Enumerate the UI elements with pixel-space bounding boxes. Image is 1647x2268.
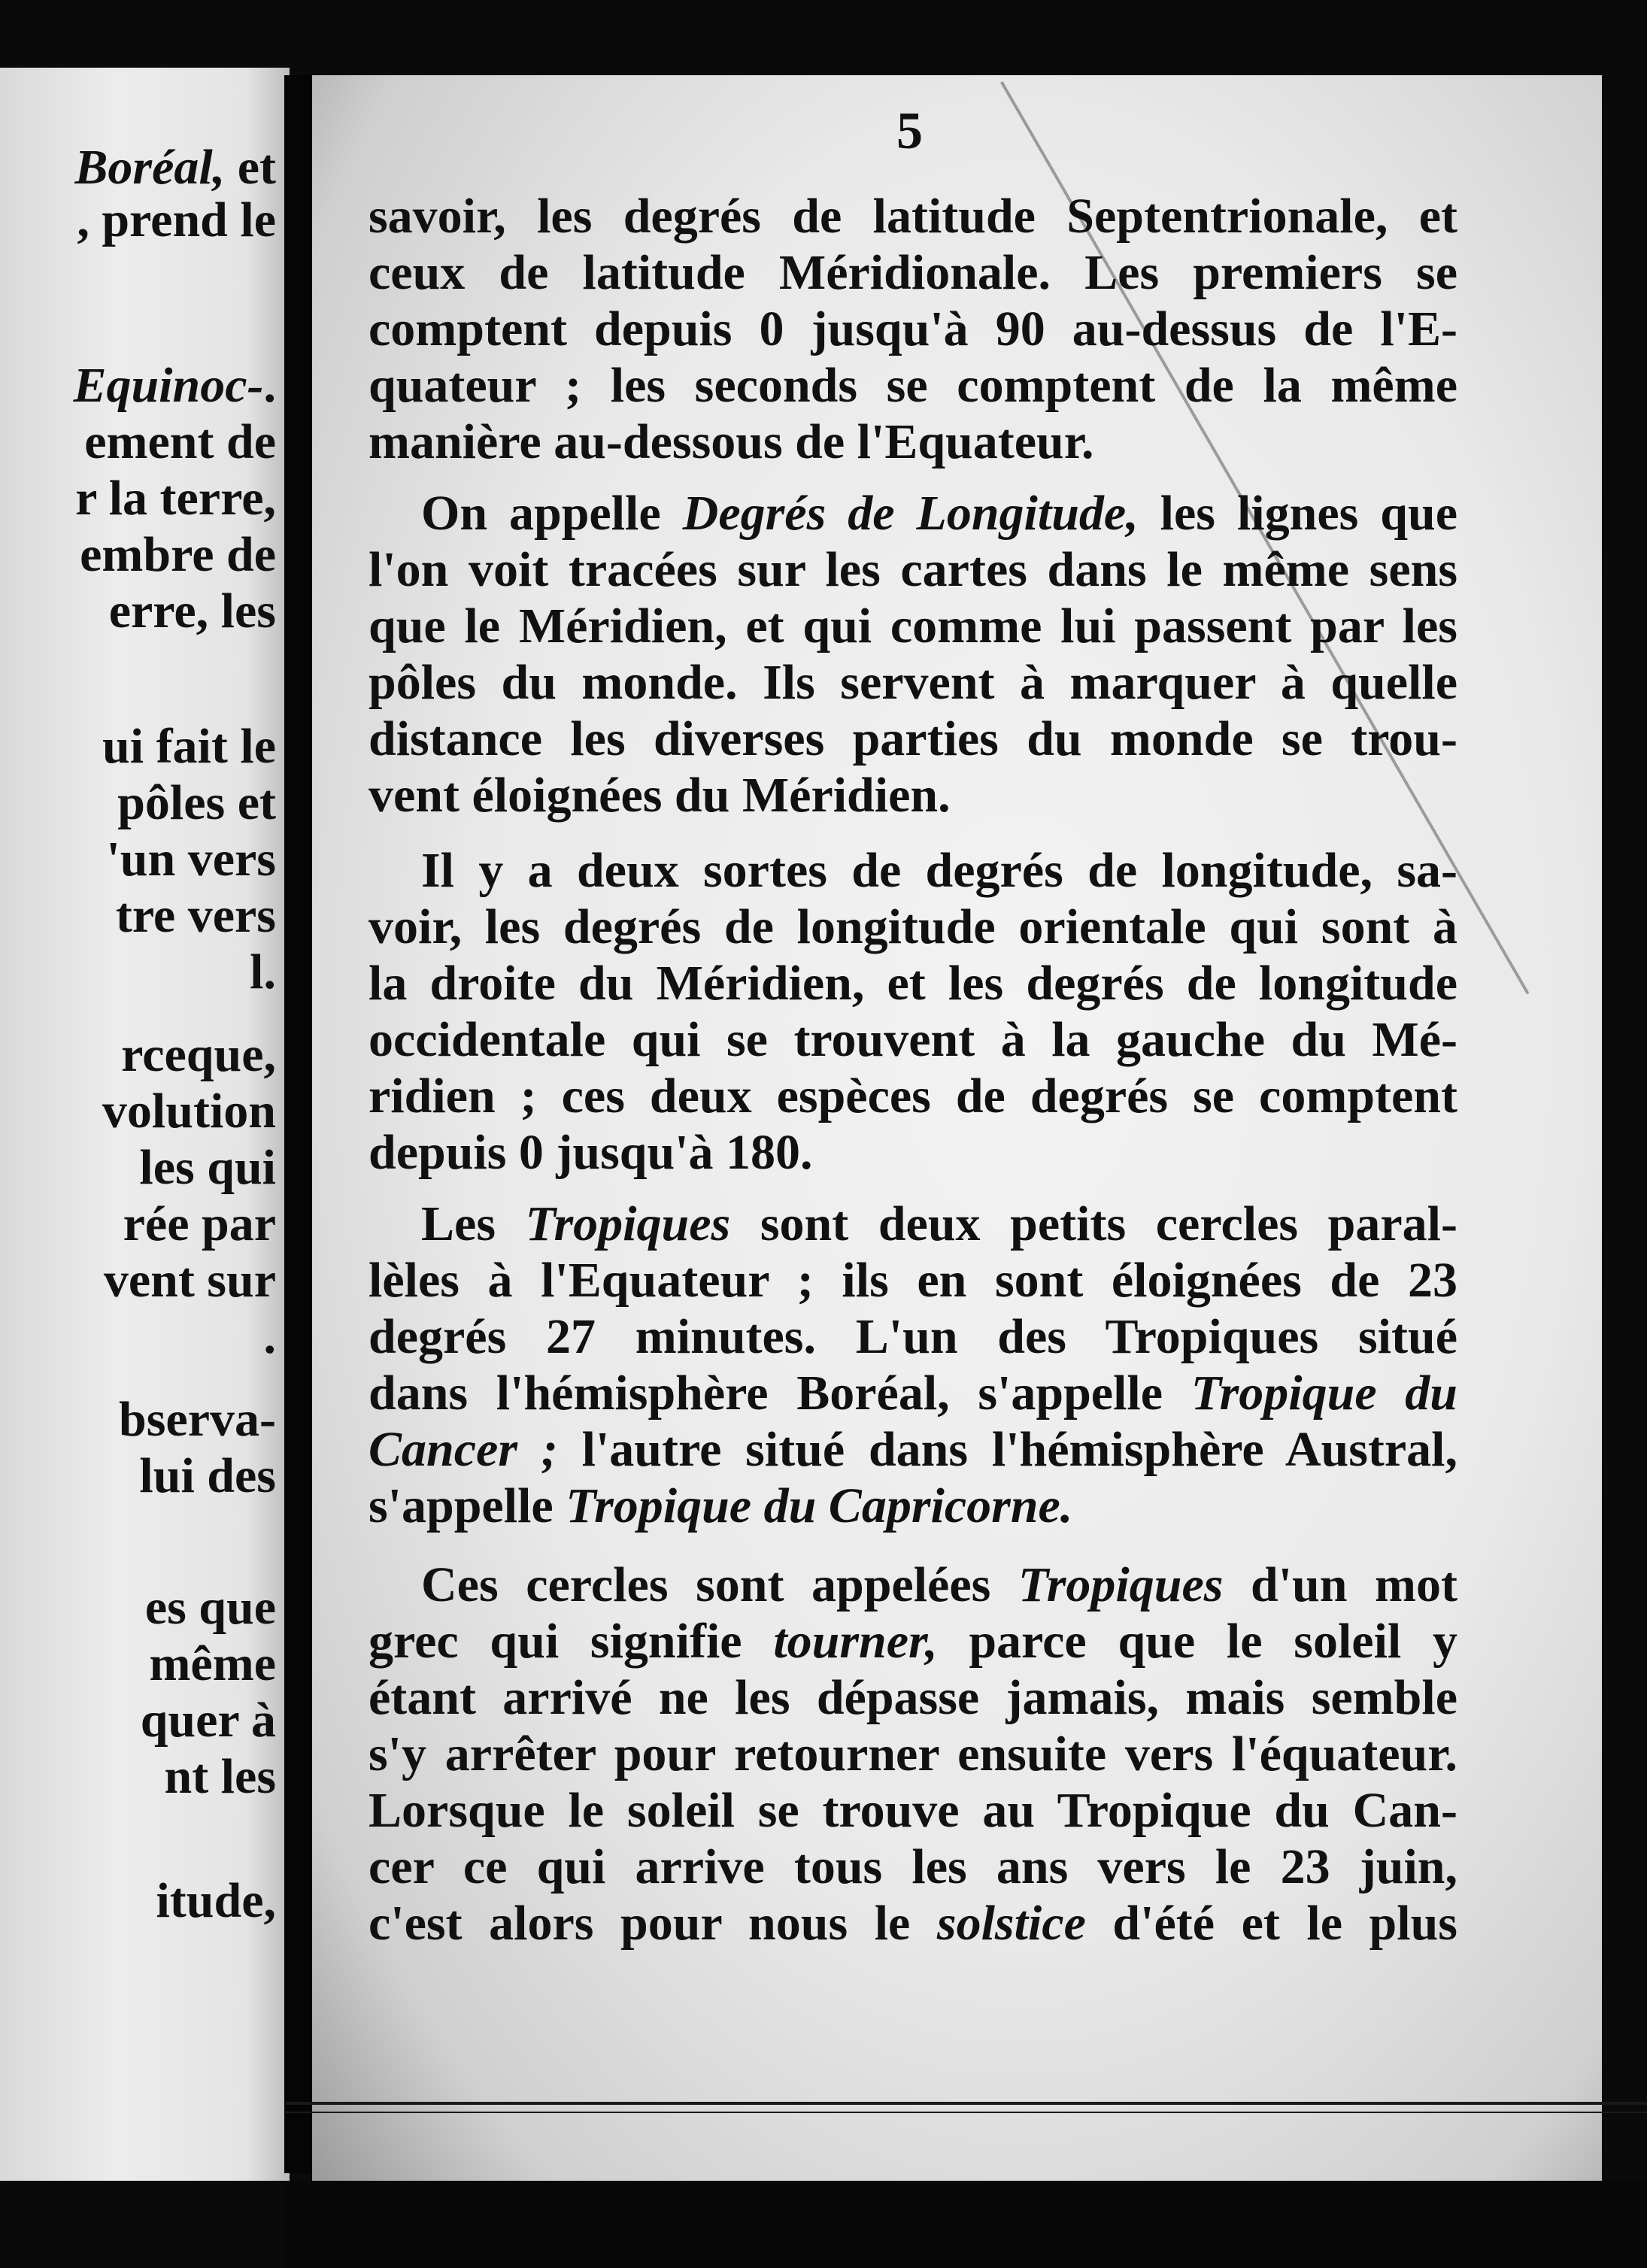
body-text-line (369, 1012, 1457, 1067)
left-page-line (74, 140, 276, 195)
body-text-line (369, 542, 1457, 597)
left-page-line-text: volution (102, 1084, 276, 1139)
text-segment: que le Méridien, et qui comme lui passent par les (369, 599, 1457, 653)
body-text-line (369, 956, 1457, 1011)
body-text-line (369, 655, 1457, 710)
text-segment: distance les diverses parties du monde se trou- (369, 711, 1457, 766)
left-page-line (140, 1693, 276, 1748)
body-text-line (369, 599, 1457, 653)
body-text-line (369, 768, 1457, 823)
left-page-line-text: nt les (164, 1749, 276, 1804)
text-segment: degrés 27 minutes. L'un des Tropiques situé (369, 1309, 1457, 1364)
text-segment: vent éloignées du Méridien. (369, 768, 951, 823)
text-segment: depuis 0 jusqu'à 180. (369, 1125, 813, 1180)
left-page-line (121, 1027, 276, 1082)
left-page-line (263, 1309, 277, 1364)
left-page-line-italic: Boréal, (74, 140, 226, 195)
body-text-line (421, 1196, 1457, 1251)
left-page-line (139, 1448, 276, 1503)
body-text-line (369, 1839, 1457, 1894)
text-segment: d'un mot (1223, 1557, 1457, 1612)
left-page-line-text: itude, (156, 1873, 276, 1928)
italic-term: Tropiques (525, 1196, 731, 1251)
body-text-line (369, 1309, 1457, 1364)
text-segment: s'y arrêter pour retourner ensuite vers l'équateur. (369, 1727, 1457, 1781)
text-segment: lèles à l'Equateur ; ils en sont éloignées de 23 (369, 1253, 1457, 1308)
page-number: 5 (896, 102, 923, 160)
left-page-line (144, 1580, 276, 1635)
body-text-line (369, 302, 1457, 356)
text-segment: Lorsque le soleil se trouve au Tropique du Can- (369, 1783, 1457, 1838)
left-page-line-text: rceque, (121, 1027, 276, 1082)
left-page-line-text: . (263, 358, 276, 413)
left-page-line-text: vent sur (103, 1253, 276, 1308)
text-segment: cer ce qui arrive tous les ans vers le 23 juin, (369, 1839, 1457, 1894)
left-page-line-text: r la terre, (75, 471, 276, 526)
left-page-line (80, 527, 276, 582)
text-segment: dans l'hémisphère Boréal, s'appelle (369, 1366, 1191, 1421)
italic-term: Cancer ; (369, 1422, 558, 1477)
text-segment: pôles du monde. Ils servent à marquer à quelle (369, 655, 1457, 710)
left-page-line (77, 193, 276, 247)
left-page-line-text: . (263, 1309, 276, 1364)
body-text-line (369, 1422, 1457, 1477)
left-page-line-text: es que (144, 1580, 276, 1635)
text-segment: l'on voit tracées sur les cartes dans le même sens (369, 542, 1457, 597)
bottom-rule (286, 2102, 1647, 2105)
left-page-line-text: l. (250, 944, 276, 999)
left-page-line-text: ement de (84, 414, 276, 469)
italic-term: tourner, (773, 1614, 938, 1669)
text-segment: voir, les degrés de longitude orientale qui sont à (369, 899, 1457, 954)
left-page-line-text: quer à (140, 1693, 276, 1748)
left-page-line (108, 584, 276, 638)
text-segment: Il y a deux sortes de degrés de longitude, sa- (421, 843, 1457, 898)
left-page-line-text: et (225, 140, 276, 195)
body-text-line (369, 711, 1457, 766)
left-page-line (164, 1749, 277, 1804)
italic-term: Tropiques (1018, 1557, 1224, 1612)
text-segment: la droite du Méridien, et les degrés de longitude (369, 956, 1457, 1011)
text-segment: les lignes que (1138, 486, 1457, 541)
body-text-line (369, 414, 1457, 469)
text-segment: ridien ; ces deux espèces de degrés se comptent (369, 1069, 1457, 1123)
left-page-line (102, 719, 276, 774)
text-segment: d'été et le plus (1085, 1896, 1457, 1951)
body-text-line (369, 1069, 1457, 1123)
italic-term: Tropique du Capricorne. (566, 1478, 1073, 1533)
text-segment: On appelle (421, 486, 683, 541)
bottom-rule-thin (286, 2112, 1647, 2113)
italic-term: solstice (936, 1896, 1086, 1951)
left-page-line (106, 832, 276, 887)
body-text-line (369, 1614, 1457, 1669)
left-page-line (156, 1873, 276, 1928)
text-segment: parce que le soleil y (937, 1614, 1457, 1669)
body-text-line (421, 1557, 1457, 1612)
body-text-line (369, 189, 1457, 244)
text-segment: grec qui signifie (369, 1614, 774, 1669)
text-segment: l'autre situé dans l'hémisphère Austral, (557, 1422, 1457, 1477)
left-page-line (115, 888, 276, 943)
left-page-line-text: 'un vers (106, 832, 276, 887)
left-page-line-text: bserva- (119, 1392, 276, 1447)
left-page-line (139, 1140, 276, 1195)
left-page-line (117, 775, 276, 830)
left-page-line-text: ui fait le (102, 719, 276, 774)
left-page-line-text: pôles et (117, 775, 276, 830)
body-text-line (369, 1478, 1457, 1533)
text-segment: occidentale qui se trouvent à la gauche du Mé- (369, 1012, 1457, 1067)
text-segment: savoir, les degrés de latitude Septentrionale, et (369, 189, 1457, 244)
left-page-line (75, 471, 276, 526)
text-segment: manière au-dessous de l'Equateur. (369, 414, 1094, 469)
text-segment: s'appelle (369, 1478, 566, 1533)
left-page-line-text: tre vers (115, 888, 276, 943)
left-page-line (149, 1636, 276, 1691)
italic-term: Degrés de Longitude, (682, 486, 1139, 541)
italic-term: Tropique du (1191, 1366, 1458, 1421)
left-page-line (84, 414, 276, 469)
left-page-line-text: les qui (139, 1140, 276, 1195)
text-segment: Les (421, 1196, 526, 1251)
text-segment: quateur ; les seconds se comptent de la même (369, 358, 1457, 413)
left-page-line (103, 1253, 276, 1308)
left-page-line-italic: Equinoc- (73, 358, 264, 413)
scan-bottom-edge (286, 2181, 1647, 2268)
text-segment: ceux de latitude Méridionale. Les premiers se (369, 245, 1457, 300)
text-segment: comptent depuis 0 jusqu'à 90 au-dessus de l'E- (369, 302, 1457, 356)
text-segment: Ces cercles sont appelées (421, 1557, 1018, 1612)
body-text-line (369, 1896, 1457, 1951)
body-text-line (369, 1366, 1458, 1421)
left-page-line-text: même (149, 1636, 276, 1691)
body-text-line (369, 1125, 1457, 1180)
left-page-line (119, 1392, 276, 1447)
text-segment: sont deux petits cercles paral- (730, 1196, 1457, 1251)
left-page-line-text: embre de (80, 527, 276, 582)
left-page-line-text: lui des (139, 1448, 276, 1503)
body-text-line (369, 899, 1457, 954)
body-text-line (421, 843, 1457, 898)
body-text-line (369, 1253, 1457, 1308)
left-page-line (250, 944, 276, 999)
body-text-line (369, 1783, 1457, 1838)
left-page-line-text: , prend le (77, 193, 276, 247)
body-text-line (369, 358, 1457, 413)
text-segment: étant arrivé ne les dépasse jamais, mais semble (369, 1670, 1457, 1725)
body-text-line (421, 486, 1457, 541)
left-page-line-text: erre, les (108, 584, 276, 638)
left-page-line (102, 1084, 276, 1139)
body-text-line (369, 1670, 1457, 1725)
left-page-line (123, 1196, 276, 1251)
previous-page-fragment (0, 68, 290, 2181)
left-page-line-text: rée par (123, 1196, 276, 1251)
body-text-line (369, 1727, 1457, 1781)
body-text-line (369, 245, 1457, 300)
left-page-line (73, 358, 276, 413)
text-segment: c'est alors pour nous le (369, 1896, 937, 1951)
